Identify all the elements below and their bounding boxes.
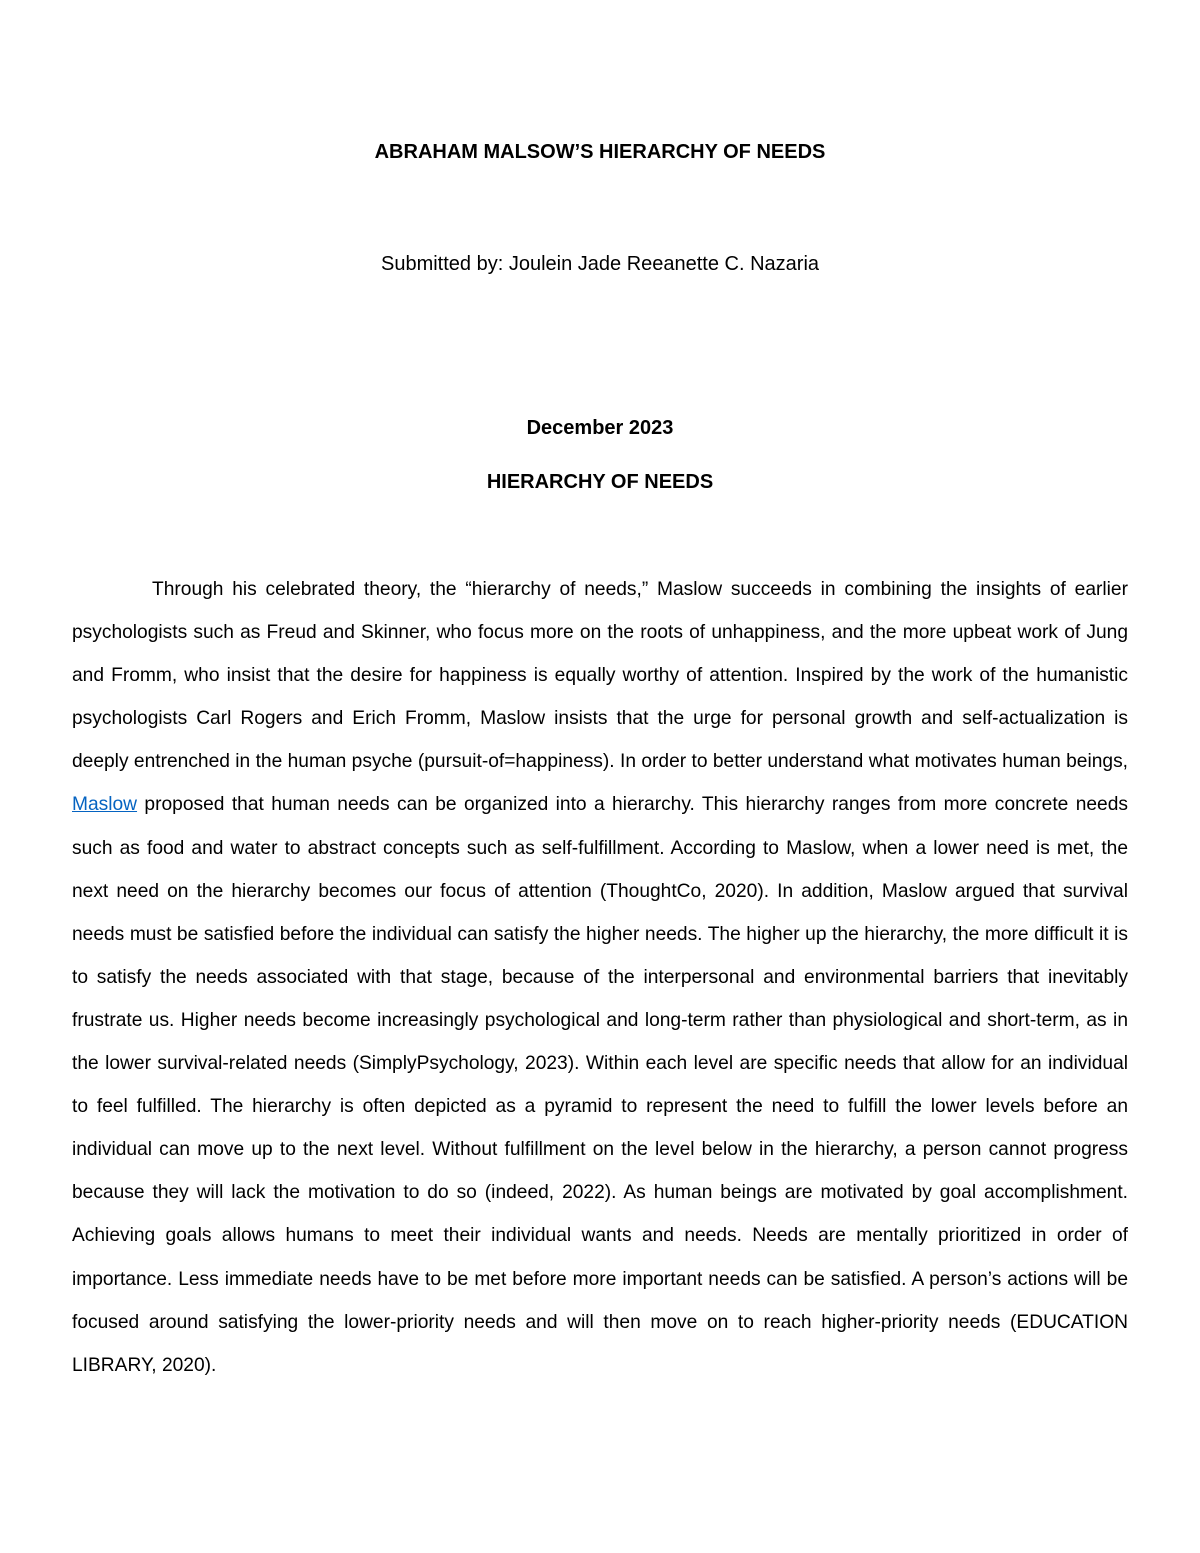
section-heading: HIERARCHY OF NEEDS	[486, 471, 714, 493]
body-paragraph	[72, 568, 1128, 1387]
document-date: December 2023	[526, 417, 674, 439]
document-title: ABRAHAM MALSOW’S HIERARCHY OF NEEDS	[374, 141, 826, 163]
paragraph-text-before-link: Through his celebrated theory, the “hierarchy of needs,” Maslow succeeds in combining the insights of earlier psychologists such as Freud and Skinner, who focus more on the roots of unhappiness, and the more upbeat work of Jung and Fromm, who insist that the desire for happiness is equally worthy of attention. Inspired by the work of the humanistic psychologists Carl Rogers and Erich Fromm, Maslow insists that the urge for personal growth and self-actualization is deeply entrenched in the human psyche (pursuit-of=happiness). In order to better understand what motivates human beings,	[72, 579, 1128, 773]
paragraph-text-after-link: proposed that human needs can be organized into a hierarchy. This hierarchy ranges from more concrete needs such as food and water to abstract concepts such as self-fulfillment. According to Maslow, when a lower need is met, the next need on the hierarchy becomes our focus of attention (ThoughtCo, 2020). In addition, Maslow argued that survival needs must be satisfied before the individual can satisfy the higher needs. The higher up the hierarchy, the more difficult it is to satisfy the needs associated with that stage, because of the interpersonal and environmental barriers that inevitably frustrate us. Higher needs become increasingly psychological and long-term rather than physiological and short-term, as in the lower survival-related needs (SimplyPsychology, 2023). Within each level are specific needs that allow for an individual to feel fulfilled. The hierarchy is often depicted as a pyramid to represent the need to fulfill the lower levels before an individual can move up to the next level. Without fulfillment on the level below in the hierarchy, a person cannot progress because they will lack the motivation to do so (indeed, 2022). As human beings are motivated by goal accomplishment. Achieving goals allows humans to meet their individual wants and needs. Needs are mentally prioritized in order of importance. Less immediate needs have to be met before more important needs can be satisfied. A person’s actions will be focused around satisfying the lower-priority needs and will then move on to reach higher-priority needs (EDUCATION LIBRARY, 2020).	[72, 794, 1128, 1376]
maslow-link[interactable]: Maslow	[72, 794, 138, 816]
submitted-by: Submitted by: Joulein Jade Reeanette C. Nazaria	[380, 253, 820, 275]
